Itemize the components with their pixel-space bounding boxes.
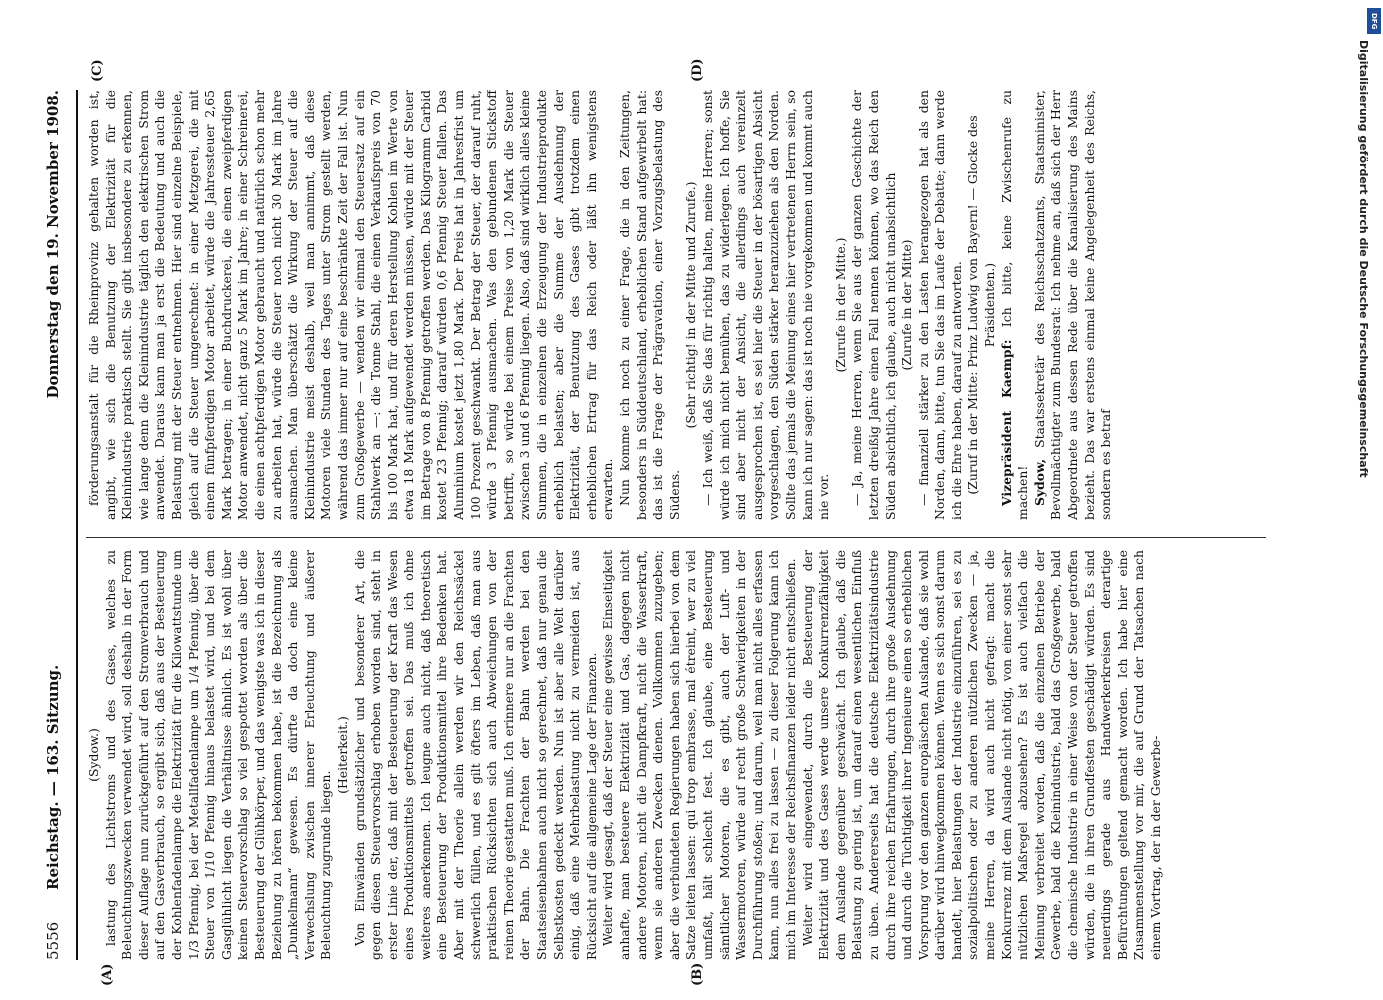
digitization-credit: Digitalisierung gefördert durch die Deutsche Forschungsgemeinschaft (1357, 40, 1370, 478)
paragraph: förderungsanstalt für die Rheinprovinz gehalten worden ist, angibt, wie sich die Benutzung der Elektrizität für die Kleinindustrie praktisch stellt. Sie gibt insbesondere zu erkennen, wie lange denn die Kleinindustrie täglich den elektrischen Strom anwendet. Daraus kann man ja erst die Bedeutung und auch die Belastung mit der Steuer entnehmen. Hier sind einzelne Beispiele, gleich auf die Steuer umgerechnet: in einer Metzgerei, die mit einem fünfpferdigen Motor arbeitet, würde die Jahressteuer 2,65 Mark betragen; in einer Buchdruckerei, die einen zweipferdigen Motor anwendet, nicht ganz 5 Mark im Jahre; in einer Schreinerei, die einen achtpferdigen Motor gebraucht und natürlich schon mehr zu arbeiten hat, würde die Steuer noch nicht 30 Mark im Jahre ausmachen. Man überschätzt die Wirkung der Steuer auf die Kleinindustrie meist deshalb, weil man annimmt, daß diese Motoren viele Stunden des Tages unter Strom gestellt werden, während das immer nur auf eine beschränkte Zeit der Fall ist. Nun zum Großgewerbe — wenden wir einmal den Steuersatz auf ein Stahlwerk an —: die Tonne Stahl, die einen Verkaufspreis von 70 bis 100 Mark hat, und für deren Herstellung Kohlen im Werte von etwa 18 Mark aufgewendet werden müssen, würde mit der Steuer im Betrage von 8 Pfennig getroffen werden. Das Kilogramm Carbid kostet 23 Pfennig; darauf würden 0,6 Pfennig Steuer fallen. Das Aluminium kostet jetzt 1,80 Mark. Der Preis hat in Jahresfrist um 100 Prozent geschwankt. Der Betrag der Steuer, der darauf ruht, würde 3 Pfennig ausmachen. Was den gebundenen Stickstoff betrifft, so würde bei einem Preise von 1,20 Mark die Steuer zwischen 3 und 6 Pfennig liegen. Also, daß sind wirklich alles kleine Summen, die in einzelnen die Erzeugung der Industrieprodukte erheblich belasten; aber die Summe der Ausdehnung der Elektrizität, der Benutzung des Gases gibt trotzdem einen erheblichen Ertrag für das Reich oder läßt ihn wenigstens erwarten. (86, 90, 616, 520)
reaction: (Heiterkeit.) (334, 716, 350, 794)
reaction: (Zurufe in der Mitte) (899, 239, 915, 371)
speaker-tag: (Sydow.) (86, 728, 101, 782)
page-number: 5556 (44, 921, 62, 960)
paragraph: Weiter wird gesagt, daß der Steuer eine gewisse Einseitigkeit anhafte, man besteuere Elektrizität und Gas, dagegen nicht andere Motoren, nicht die Dampfkraft, nicht die Wasserkraft, wenn sie anderen Zwecken dienen. Vollkommen zuzugeben; aber die verbündeten Regierungen haben sich hierbei von dem Satze leiten lassen: qui trop embrasse, mal étreint, wer zu viel umfaßt, hält schlecht fest. Ich glaube, eine Besteuerung sämtlicher Motoren, die es gibt, auch der Luft- und Wassermotoren, würde auf recht große Schwierigkeiten in der Durchführung stoßen; und darum, weil man nicht alles erfassen kann, nun alles frei zu lassen — zu dieser Folgerung kann ich mich im Interesse der Reichsfinanzen leider nicht entschließen. (600, 550, 798, 960)
dfg-logo: DFG (1367, 8, 1381, 34)
speaker-name: Sydow, (1031, 458, 1047, 506)
column-divider (86, 537, 1266, 538)
session-title: Reichstag. — 163. Sitzung. (44, 664, 62, 890)
session-date: Donnerstag den 19. November 1908. (44, 90, 62, 399)
speech-text: Staatssekretär des Reichsschatzamts, Staatsminister, Bevollmächtigter zum Bundesrat: Ich nehme an, daß sich der Herr Abgeordnete aus dessen Rede über die Kanalisierung des Mains bezieht. Das war erstens einmal keine Angelegenheit des Reichs, sondern es betraf (1031, 90, 1114, 520)
paragraph: — Ich weiß, daß Sie das für richtig halten, meine Herren; sonst würde ich mich nicht bemühen, das zu widerlegen. Ich hoffe, Sie sind aber nicht der Ansicht, die allerdings auch vereinzelt ausgesprochen ist, es sei hier die Steuer in der bösartigen Absicht vorgeschlagen, den Süden stärker heranzuziehen als den Norden. Sollte das jemals die Meinung eines hier vertretenen Herrn sein, so kann ich nur sagen: das ist noch nie vorgekommen und kommt auch nie vor. (699, 90, 832, 520)
speaker-name: Vizepräsident Kaempf: (998, 339, 1014, 506)
right-column (86, 90, 1266, 520)
speech-text: Ich bitte, keine Zwischenrufe zu machen! (998, 90, 1031, 520)
page-header (44, 90, 70, 960)
margin-mark-c: (C) (90, 59, 105, 82)
reaction: (Sehr richtig! in der Mitte und Zurufe.) (683, 181, 699, 429)
margin-mark-d: (D) (690, 58, 705, 82)
paragraph: Von Einwänden grundsätzlicher und besonderer Art, die gegen diesen Steuervorschlag erhoben worden sind, steht in erster Linie der, daß mit der Besteuerung der Kraft das Wesen eines Produktionsmittels getroffen sei. Das muß ich ohne weiteres anerkennen. Ich leugne auch nicht, daß theoretisch eine Besteuerung der Produktionsmittel ihre Bedenken hat. Aber mit der Theorie allein werden wir den Reichssäckel schwerlich füllen, und es gilt öfters im Leben, daß man aus praktischen Rücksichten sich auch Abweichungen von der reinen Theorie gestatten muß. Ich erinnere nur an die Frachten der Bahn. Die Frachten der Bahn werden bei den Staatseisenbahnen auch nicht so gerechnet, daß nur genau die Selbstkosten gedeckt werden. Nun ist aber alle Welt darüber einig, daß eine Mehrbelastung nicht zu vermeiden ist, aus Rücksicht auf die allgemeine Lage der Finanzen. (351, 550, 599, 960)
paragraph: lastung des Lichtstroms und des Gases, welches zu Beleuchtungszwecken verwendet wird, soll deshalb in der Form dieser Auflage nun zurückgeführt auf den Stromverbrauch und auf den Gasverbrauch, so ergibt sich, daß aus der Besteuerung der Kohlenfadenlampe die Elektrizität für die Kilowattstunde um 1/3 Pfennig, bei der Metallfadenlampe um 1/4 Pfennig, über die Steuer von 1/10 Pfennig hinaus belastet wird, und bei dem Gasglühlicht liegen die Verhältnisse ähnlich. Es ist wohl über keinen Steuervorschlag so viel gespottet worden als über die Besteuerung der Glühkörper, und das wenigste was ich in dieser Beziehung zu hören bekommen habe, ist die Bezeichnung als „Dunkelmann“ gewesen. Es dürfte da doch eine kleine Verwechslung zwischen innerer Erleuchtung und äußerer Beleuchtung zugrunde liegen. (102, 550, 334, 960)
paragraph: — Ja, meine Herren, wenn Sie aus der ganzen Geschichte der letzten dreißig Jahre einen Fall nennen können, wo das Reich den Süden absichtlich, ich glaube, auch nicht unabsichtlich (849, 90, 898, 520)
header-rule (76, 90, 78, 960)
left-column (86, 550, 1266, 960)
margin-mark-a: (A) (100, 963, 115, 986)
reaction: (Zurufe in der Mitte.) (832, 237, 848, 373)
paragraph: — finanziell stärker zu den Lasten herangezogen hat als den Norden, dann, bitte, tun Sie das im Laufe der Debatte; dann werde ich die Ehre haben, darauf zu antworten. (915, 90, 964, 520)
reaction: (Zuruf in der Mitte: Prinz Ludwig von Bayern! — Glocke des Präsidenten.) (965, 115, 998, 495)
paragraph: Weiter wird eingewendet, durch die Besteuerung der Elektrizität und des Gases werde unsere Konkurrenzfähigkeit dem Auslande gegenüber geschwächt. Ich glaube, daß die Belastung zu gering ist, um darauf einen wesentlichen Einfluß zu üben. Andererseits hat die deutsche Elektrizitätsindustrie durch ihre reichen Erfahrungen, durch ihre große Ausdehnung und durch die Tüchtigkeit ihrer Ingenieure einen so erheblichen Vorsprung vor den ganzen europäischen Auslande, daß sie wohl darüber wird hinwegkommen können. Wenn es sich sonst darum handelt, hier Belastungen der Industrie einzuführen, sei es zu sozialpolitischen oder zu anderen nützlichen Zwecken — ja, meine Herren, da wird auch nicht gefragt: macht die Konkurrenz mit dem Auslande nicht nötig, von einer sonst sehr nützlichen Maßregel abzusehen? Es ist auch vielfach die Meinung verbreitet worden, daß die einzelnen Betriebe der Gewerbe, bald die Kleinindustrie, bald das Großgewerbe, bald die chemische Industrie in einer Weise von der Steuer getroffen würden, die in ihren Grundfesten geschädigt würden. Es sind neuerdings gerade aus Handwerkerkreisen derartige Befürchtungen geltend gemacht worden. Ich habe hier eine Zusammenstellung vor mir, die auf Grund der Tatsachen nach einem Vortrag, der in der Gewerbe- (799, 550, 1163, 960)
paragraph (1032, 90, 1115, 520)
paragraph: Nun komme ich noch zu einer Frage, die in den Zeitungen, besonders in Süddeutschland, erheblichen Stand aufgewirbelt hat: das ist die Frage der Prägravation, einer Vorzugsbelastung des Südens. (617, 90, 682, 520)
paragraph (999, 90, 1032, 520)
document-page (0, 50, 1320, 1000)
margin-mark-b: (B) (690, 962, 705, 986)
